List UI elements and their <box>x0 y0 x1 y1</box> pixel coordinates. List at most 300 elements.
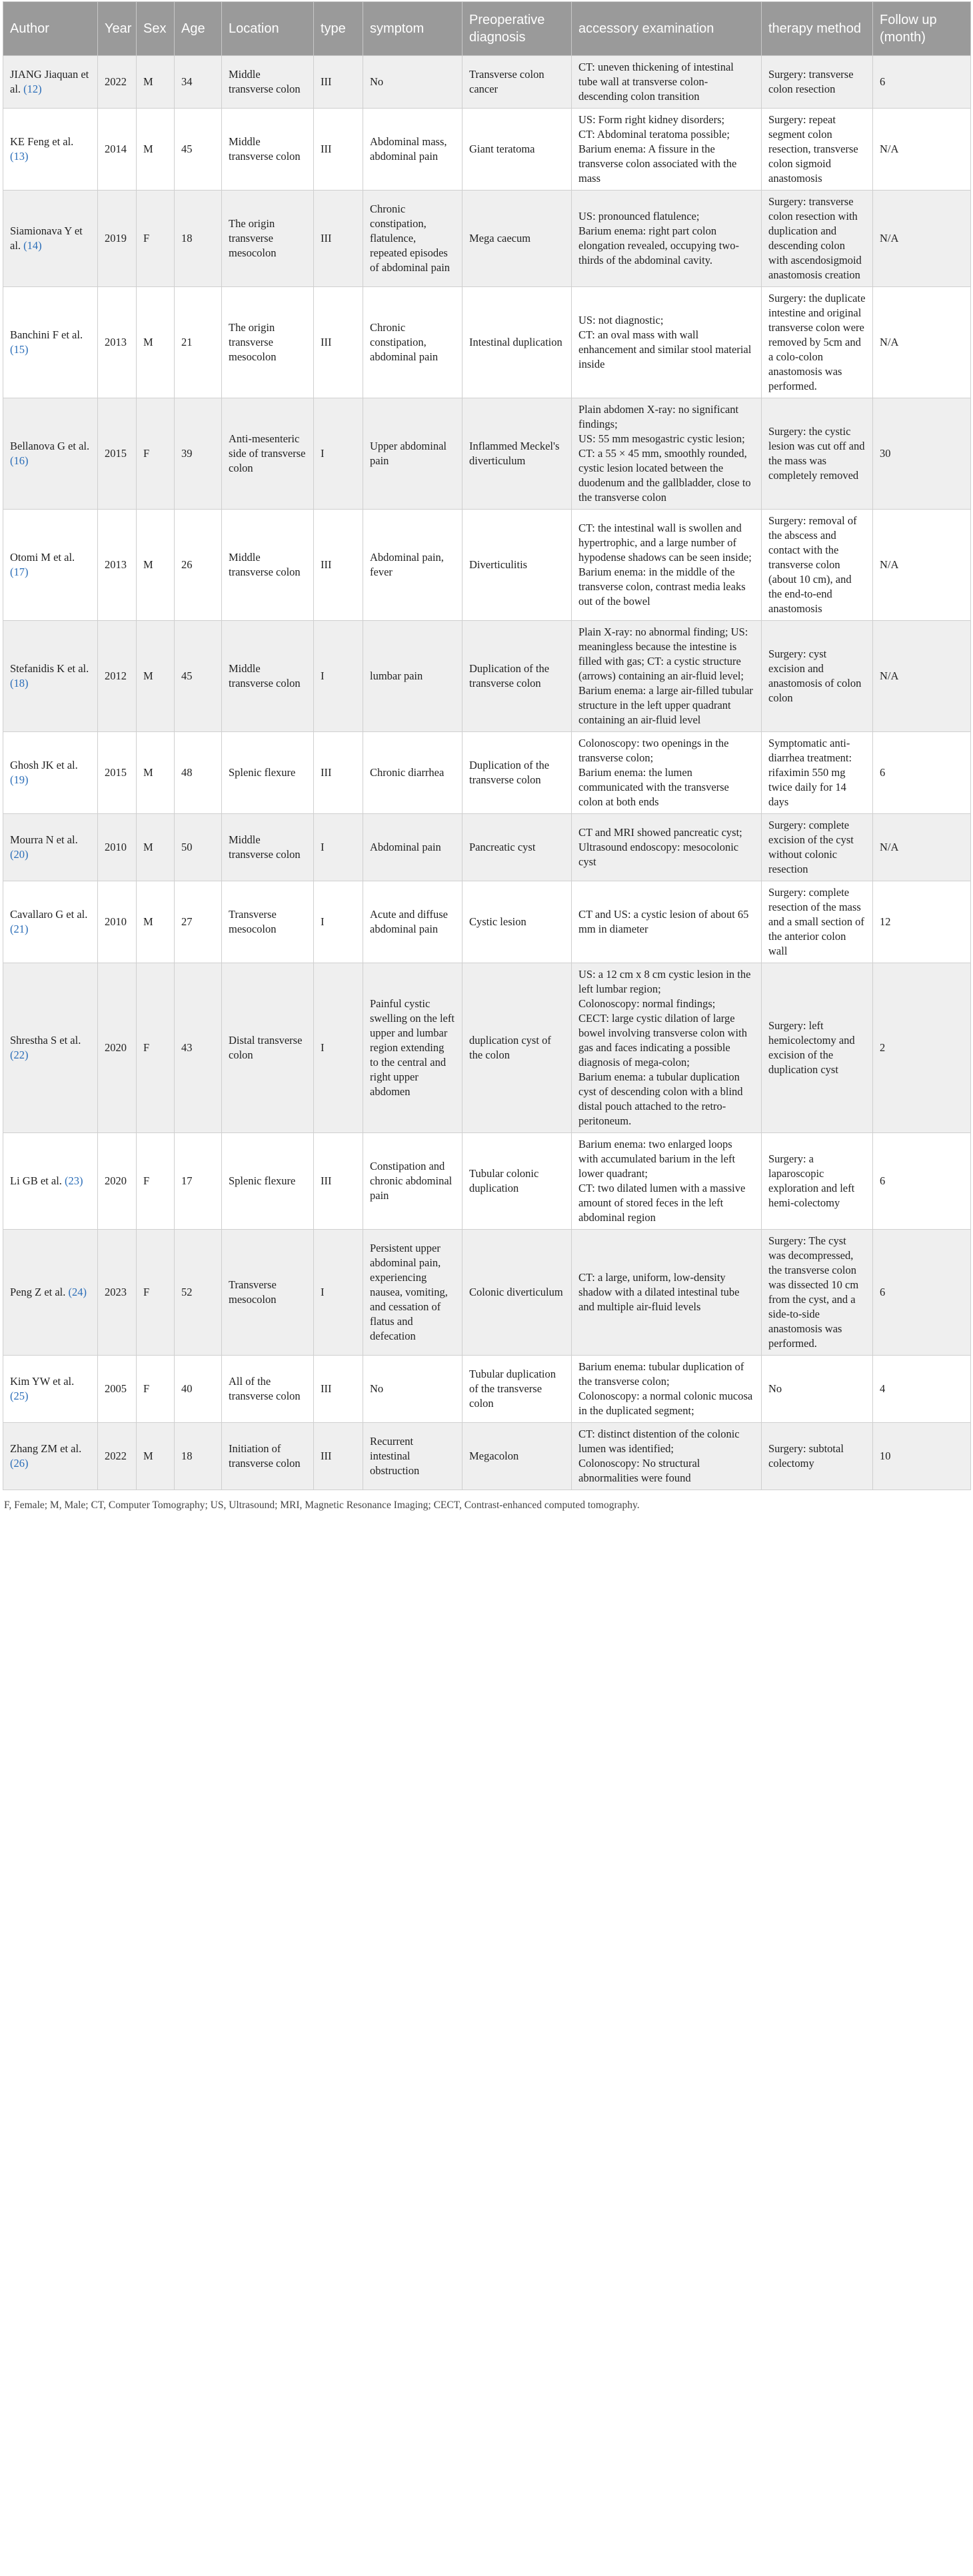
followup-text: 30 <box>880 447 891 460</box>
year-text: 2015 <box>105 766 127 779</box>
sex-text: F <box>143 447 150 460</box>
year-text: 2010 <box>105 915 127 928</box>
diagnosis-text: Colonic diverticulum <box>469 1286 563 1298</box>
type-text: I <box>321 1286 325 1298</box>
author-name: Shrestha S et al. <box>10 1034 81 1047</box>
cell-type <box>314 814 363 881</box>
reference-link[interactable]: (23) <box>65 1174 83 1187</box>
diagnosis-text: Tubular duplication of the transverse colon <box>469 1368 556 1410</box>
cell-exam <box>572 287 762 398</box>
exam-text: US: pronounced flatulence; Barium enema: right part colon elongation revealed, occupying two-thirds of the abdominal cavity. <box>578 210 739 266</box>
cell-year <box>98 814 137 881</box>
year-text: 2010 <box>105 841 127 853</box>
symptom-text: Chronic diarrhea <box>370 766 445 779</box>
followup-text: 10 <box>880 1450 891 1462</box>
followup-text: 6 <box>880 766 886 779</box>
cell-symptom <box>363 621 463 732</box>
literature-table <box>3 1 971 1490</box>
cell-age <box>175 510 222 621</box>
cell-location <box>222 1133 314 1230</box>
exam-text: CT: the intestinal wall is swollen and hypertrophic, and a large number of hypodense shadows can be seen inside; Barium enema: in the middle of the transverse colon, contrast media leaks out of the bowel <box>578 522 752 608</box>
cell-year <box>98 191 137 287</box>
cell-therapy <box>762 1230 873 1356</box>
reference-link[interactable]: (17) <box>10 566 29 578</box>
cell-type <box>314 510 363 621</box>
cell-sex <box>137 963 175 1133</box>
cell-sex <box>137 109 175 191</box>
cell-author <box>3 1133 98 1230</box>
header-row <box>3 2 971 56</box>
location-text: Transverse mesocolon <box>229 1278 277 1306</box>
cell-diagnosis <box>463 814 572 881</box>
sex-text: M <box>143 336 153 348</box>
cell-diagnosis <box>463 881 572 963</box>
cell-symptom <box>363 1133 463 1230</box>
cell-type <box>314 191 363 287</box>
type-text: I <box>321 447 325 460</box>
reference-link[interactable]: (15) <box>10 343 29 356</box>
age-text: 21 <box>181 336 193 348</box>
diagnosis-text: Tubular colonic duplication <box>469 1167 539 1194</box>
cell-symptom <box>363 398 463 510</box>
diagnosis-text: Pancreatic cyst <box>469 841 536 853</box>
sex-text: F <box>143 1174 150 1187</box>
cell-age <box>175 1423 222 1490</box>
symptom-text: Recurrent intestinal obstruction <box>370 1435 420 1477</box>
sex-text: M <box>143 915 153 928</box>
cell-location <box>222 1423 314 1490</box>
type-text: III <box>321 143 332 155</box>
cell-therapy <box>762 191 873 287</box>
author-name: Peng Z et al. <box>10 1286 66 1298</box>
cell-year <box>98 1356 137 1423</box>
type-text: III <box>321 1450 332 1462</box>
cell-year <box>98 1423 137 1490</box>
header-age: Age <box>175 2 222 56</box>
cell-exam <box>572 398 762 510</box>
cell-followup <box>873 1230 971 1356</box>
table-row <box>3 732 971 814</box>
cell-sex <box>137 732 175 814</box>
cell-diagnosis <box>463 56 572 109</box>
exam-text: CT and US: a cystic lesion of about 65 mm in diameter <box>578 908 749 935</box>
cell-diagnosis <box>463 1423 572 1490</box>
age-text: 48 <box>181 766 193 779</box>
cell-year <box>98 109 137 191</box>
diagnosis-text: Giant teratoma <box>469 143 535 155</box>
cell-author <box>3 1423 98 1490</box>
cell-therapy <box>762 963 873 1133</box>
followup-text: 6 <box>880 75 886 88</box>
symptom-text: Painful cystic swelling on the left upper and lumbar region extending to the central and right upper abdomen <box>370 997 455 1098</box>
symptom-text: No <box>370 1382 384 1395</box>
type-text: III <box>321 232 332 244</box>
year-text: 2020 <box>105 1174 127 1187</box>
year-text: 2020 <box>105 1041 127 1054</box>
reference-link[interactable]: (18) <box>10 677 29 689</box>
reference-link[interactable]: (12) <box>23 83 42 95</box>
symptom-text: Upper abdominal pain <box>370 440 447 467</box>
reference-link[interactable]: (25) <box>10 1390 29 1402</box>
year-text: 2022 <box>105 1450 127 1462</box>
followup-text: N/A <box>880 232 899 244</box>
age-text: 45 <box>181 143 193 155</box>
location-text: Initiation of transverse colon <box>229 1442 301 1470</box>
followup-text: N/A <box>880 558 899 571</box>
cell-location <box>222 510 314 621</box>
reference-link[interactable]: (14) <box>23 239 42 252</box>
type-text: III <box>321 1174 332 1187</box>
cell-therapy <box>762 510 873 621</box>
author-name: Banchini F et al. <box>10 328 83 341</box>
cell-symptom <box>363 1423 463 1490</box>
author-name: Siamionava Y et al. <box>10 224 83 252</box>
location-text: Middle transverse colon <box>229 551 301 578</box>
cell-sex <box>137 398 175 510</box>
author-name: KE Feng et al. <box>10 135 74 148</box>
symptom-text: Constipation and chronic abdominal pain <box>370 1160 453 1202</box>
cell-diagnosis <box>463 191 572 287</box>
table-row <box>3 1133 971 1230</box>
cell-author <box>3 109 98 191</box>
cell-author <box>3 1356 98 1423</box>
age-text: 18 <box>181 232 193 244</box>
cell-type <box>314 963 363 1133</box>
year-text: 2023 <box>105 1286 127 1298</box>
cell-therapy <box>762 881 873 963</box>
cell-exam <box>572 963 762 1133</box>
age-text: 50 <box>181 841 193 853</box>
cell-sex <box>137 1423 175 1490</box>
cell-diagnosis <box>463 963 572 1133</box>
year-text: 2012 <box>105 669 127 682</box>
year-text: 2022 <box>105 75 127 88</box>
cell-followup <box>873 1423 971 1490</box>
cell-therapy <box>762 56 873 109</box>
cell-year <box>98 732 137 814</box>
cell-diagnosis <box>463 732 572 814</box>
cell-author <box>3 398 98 510</box>
followup-text: 2 <box>880 1041 886 1054</box>
sex-text: F <box>143 1041 150 1054</box>
cell-symptom <box>363 1230 463 1356</box>
exam-text: CT: a large, uniform, low-density shadow with a dilated intestinal tube and multiple air-fluid levels <box>578 1271 740 1313</box>
table-row <box>3 287 971 398</box>
cell-author <box>3 56 98 109</box>
exam-text: US: not diagnostic; CT: an oval mass with wall enhancement and similar stool material inside <box>578 314 752 370</box>
type-text: III <box>321 558 332 571</box>
cell-diagnosis <box>463 398 572 510</box>
location-text: Splenic flexure <box>229 1174 296 1187</box>
cell-diagnosis <box>463 109 572 191</box>
sex-text: M <box>143 669 153 682</box>
cell-sex <box>137 287 175 398</box>
exam-text: US: Form right kidney disorders; CT: Abdominal teratoma possible; Barium enema: A fissure in the transverse colon associated with the mass <box>578 113 737 185</box>
therapy-text: Surgery: subtotal colectomy <box>768 1442 844 1470</box>
diagnosis-text: Mega caecum <box>469 232 531 244</box>
cell-therapy <box>762 1356 873 1423</box>
cell-followup <box>873 510 971 621</box>
diagnosis-text: Duplication of the transverse colon <box>469 662 550 689</box>
cell-type <box>314 732 363 814</box>
symptom-text: Acute and diffuse abdominal pain <box>370 908 448 935</box>
location-text: Middle transverse colon <box>229 662 301 689</box>
author-name: JIANG Jiaquan et al. <box>10 68 89 95</box>
reference-link[interactable]: (16) <box>10 454 29 467</box>
followup-text: N/A <box>880 841 899 853</box>
followup-text: 6 <box>880 1286 886 1298</box>
cell-followup <box>873 1133 971 1230</box>
type-text: III <box>321 1382 332 1395</box>
cell-followup <box>873 814 971 881</box>
cell-diagnosis <box>463 510 572 621</box>
symptom-text: Abdominal pain <box>370 841 441 853</box>
cell-location <box>222 191 314 287</box>
sex-text: M <box>143 75 153 88</box>
cell-author <box>3 881 98 963</box>
sex-text: F <box>143 232 150 244</box>
reference-link[interactable]: (19) <box>10 773 29 786</box>
age-text: 39 <box>181 447 193 460</box>
table-row <box>3 398 971 510</box>
cell-exam <box>572 1133 762 1230</box>
cell-exam <box>572 109 762 191</box>
reference-link[interactable]: (20) <box>10 848 29 861</box>
cell-diagnosis <box>463 287 572 398</box>
location-text: Middle transverse colon <box>229 833 301 861</box>
age-text: 27 <box>181 915 193 928</box>
therapy-text: No <box>768 1382 782 1395</box>
cell-therapy <box>762 1423 873 1490</box>
sex-text: M <box>143 558 153 571</box>
exam-text: Plain X-ray: no abnormal finding; US: meaningless because the intestine is filled with gas; CT: a cystic structure (arrows) containing an air-fluid level; Barium enema: a large air-filled tubular structure in the left upper quadrant containing an air-fluid level <box>578 626 753 726</box>
followup-text: 4 <box>880 1382 886 1395</box>
therapy-text: Surgery: left hemicolectomy and excision of the duplication cyst <box>768 1019 855 1076</box>
table-row <box>3 510 971 621</box>
cell-exam <box>572 56 762 109</box>
therapy-text: Surgery: cyst excision and anastomosis of colon colon <box>768 647 862 704</box>
cell-age <box>175 56 222 109</box>
table-row <box>3 963 971 1133</box>
cell-location <box>222 963 314 1133</box>
cell-age <box>175 732 222 814</box>
cell-year <box>98 1133 137 1230</box>
cell-therapy <box>762 1133 873 1230</box>
cell-sex <box>137 191 175 287</box>
cell-symptom <box>363 963 463 1133</box>
cell-age <box>175 814 222 881</box>
location-text: The origin transverse mesocolon <box>229 217 277 259</box>
cell-age <box>175 881 222 963</box>
location-text: Middle transverse colon <box>229 135 301 163</box>
cell-symptom <box>363 109 463 191</box>
therapy-text: Surgery: the cystic lesion was cut off and the mass was completely removed <box>768 425 865 482</box>
therapy-text: Surgery: a laparoscopic exploration and left hemi-colectomy <box>768 1152 855 1209</box>
followup-text: N/A <box>880 336 899 348</box>
therapy-text: Surgery: repeat segment colon resection, transverse colon sigmoid anastomosis <box>768 113 858 185</box>
type-text: III <box>321 336 332 348</box>
author-name: Stefanidis K et al. <box>10 662 89 675</box>
location-text: The origin transverse mesocolon <box>229 321 277 363</box>
cell-type <box>314 1230 363 1356</box>
cell-exam <box>572 881 762 963</box>
diagnosis-text: Intestinal duplication <box>469 336 562 348</box>
author-name: Kim YW et al. <box>10 1375 75 1388</box>
cell-type <box>314 1356 363 1423</box>
table-row <box>3 191 971 287</box>
type-text: III <box>321 766 332 779</box>
cell-location <box>222 1230 314 1356</box>
cell-type <box>314 621 363 732</box>
table-row <box>3 1356 971 1423</box>
cell-exam <box>572 1230 762 1356</box>
header-symptom: symptom <box>363 2 463 56</box>
cell-therapy <box>762 732 873 814</box>
cell-followup <box>873 1356 971 1423</box>
diagnosis-text: Inflammed Meckel's diverticulum <box>469 440 560 467</box>
cell-diagnosis <box>463 1356 572 1423</box>
header-preoperative-diagnosis: Preoperative diagnosis <box>463 2 572 56</box>
cell-followup <box>873 398 971 510</box>
cell-symptom <box>363 191 463 287</box>
cell-exam <box>572 1423 762 1490</box>
cell-exam <box>572 191 762 287</box>
cell-author <box>3 1230 98 1356</box>
header-therapy-method: therapy method <box>762 2 873 56</box>
symptom-text: lumbar pain <box>370 669 423 682</box>
location-text: Transverse mesocolon <box>229 908 277 935</box>
cell-author <box>3 191 98 287</box>
cell-age <box>175 287 222 398</box>
author-name: Bellanova G et al. <box>10 440 90 452</box>
cell-followup <box>873 191 971 287</box>
reference-link[interactable]: (21) <box>10 923 29 935</box>
cell-type <box>314 287 363 398</box>
cell-followup <box>873 287 971 398</box>
cell-diagnosis <box>463 1133 572 1230</box>
reference-link[interactable]: (24) <box>68 1286 87 1298</box>
exam-text: Colonoscopy: two openings in the transverse colon; Barium enema: the lumen communicated with the transverse colon at both ends <box>578 737 729 808</box>
header-year: Year <box>98 2 137 56</box>
cell-exam <box>572 732 762 814</box>
cell-symptom <box>363 732 463 814</box>
location-text: Anti-mesenteric side of transverse colon <box>229 432 306 474</box>
location-text: Middle transverse colon <box>229 68 301 95</box>
table-row <box>3 1230 971 1356</box>
symptom-text: Persistent upper abdominal pain, experiencing nausea, vomiting, and cessation of flatus and defecation <box>370 1242 448 1342</box>
exam-text: CT and MRI showed pancreatic cyst; Ultrasound endoscopy: mesocolonic cyst <box>578 826 742 868</box>
therapy-text: Surgery: transverse colon resection with duplication and descending colon with ascendosigmoid anastomosis creation <box>768 195 862 281</box>
cell-symptom <box>363 56 463 109</box>
cell-therapy <box>762 287 873 398</box>
header-author: Author <box>3 2 98 56</box>
table-body <box>3 56 971 1490</box>
type-text: I <box>321 841 325 853</box>
followup-text: N/A <box>880 669 899 682</box>
cell-followup <box>873 109 971 191</box>
cell-followup <box>873 56 971 109</box>
symptom-text: No <box>370 75 384 88</box>
cell-followup <box>873 881 971 963</box>
symptom-text: Abdominal mass, abdominal pain <box>370 135 447 163</box>
type-text: I <box>321 669 325 682</box>
cell-followup <box>873 621 971 732</box>
year-text: 2013 <box>105 558 127 571</box>
cell-author <box>3 963 98 1133</box>
followup-text: 6 <box>880 1174 886 1187</box>
cell-followup <box>873 963 971 1133</box>
sex-text: F <box>143 1286 150 1298</box>
cell-sex <box>137 56 175 109</box>
cell-sex <box>137 881 175 963</box>
cell-exam <box>572 621 762 732</box>
table-row <box>3 56 971 109</box>
table-row <box>3 814 971 881</box>
cell-age <box>175 1133 222 1230</box>
cell-age <box>175 1356 222 1423</box>
cell-sex <box>137 1230 175 1356</box>
exam-text: Barium enema: tubular duplication of the transverse colon; Colonoscopy: a normal colonic mucosa in the duplicated segment; <box>578 1360 753 1417</box>
cell-year <box>98 510 137 621</box>
cell-symptom <box>363 881 463 963</box>
year-text: 2014 <box>105 143 127 155</box>
cell-location <box>222 621 314 732</box>
followup-text: N/A <box>880 143 899 155</box>
diagnosis-text: Megacolon <box>469 1450 519 1462</box>
cell-author <box>3 814 98 881</box>
cell-year <box>98 1230 137 1356</box>
reference-link[interactable]: (26) <box>10 1457 29 1470</box>
age-text: 52 <box>181 1286 193 1298</box>
cell-type <box>314 1133 363 1230</box>
cell-type <box>314 881 363 963</box>
diagnosis-text: Cystic lesion <box>469 915 526 928</box>
exam-text: Plain abdomen X-ray: no significant findings; US: 55 mm mesogastric cystic lesion; CT: a 55 × 45 mm, smoothly rounded, cystic lesion located between the duodenum and the gallbladder, close to the transverse colon <box>578 403 751 504</box>
cell-author <box>3 621 98 732</box>
sex-text: M <box>143 143 153 155</box>
symptom-text: Chronic constipation, abdominal pain <box>370 321 439 363</box>
year-text: 2013 <box>105 336 127 348</box>
table-row <box>3 621 971 732</box>
header-accessory-examination: accessory examination <box>572 2 762 56</box>
cell-symptom <box>363 287 463 398</box>
exam-text: CT: uneven thickening of intestinal tube wall at transverse colon-descending colon transition <box>578 61 734 103</box>
followup-text: 12 <box>880 915 891 928</box>
cell-location <box>222 109 314 191</box>
cell-symptom <box>363 814 463 881</box>
author-name: Ghosh JK et al. <box>10 759 78 771</box>
cell-type <box>314 1423 363 1490</box>
cell-location <box>222 814 314 881</box>
cell-diagnosis <box>463 621 572 732</box>
reference-link[interactable]: (22) <box>10 1049 29 1061</box>
age-text: 34 <box>181 75 193 88</box>
cell-type <box>314 109 363 191</box>
cell-age <box>175 1230 222 1356</box>
cell-year <box>98 881 137 963</box>
cell-age <box>175 191 222 287</box>
table-row <box>3 881 971 963</box>
cell-age <box>175 109 222 191</box>
reference-link[interactable]: (13) <box>10 150 29 163</box>
cell-symptom <box>363 510 463 621</box>
author-name: Cavallaro G et al. <box>10 908 88 921</box>
cell-location <box>222 398 314 510</box>
cell-age <box>175 621 222 732</box>
year-text: 2019 <box>105 232 127 244</box>
author-name: Mourra N et al. <box>10 833 78 846</box>
cell-therapy <box>762 621 873 732</box>
